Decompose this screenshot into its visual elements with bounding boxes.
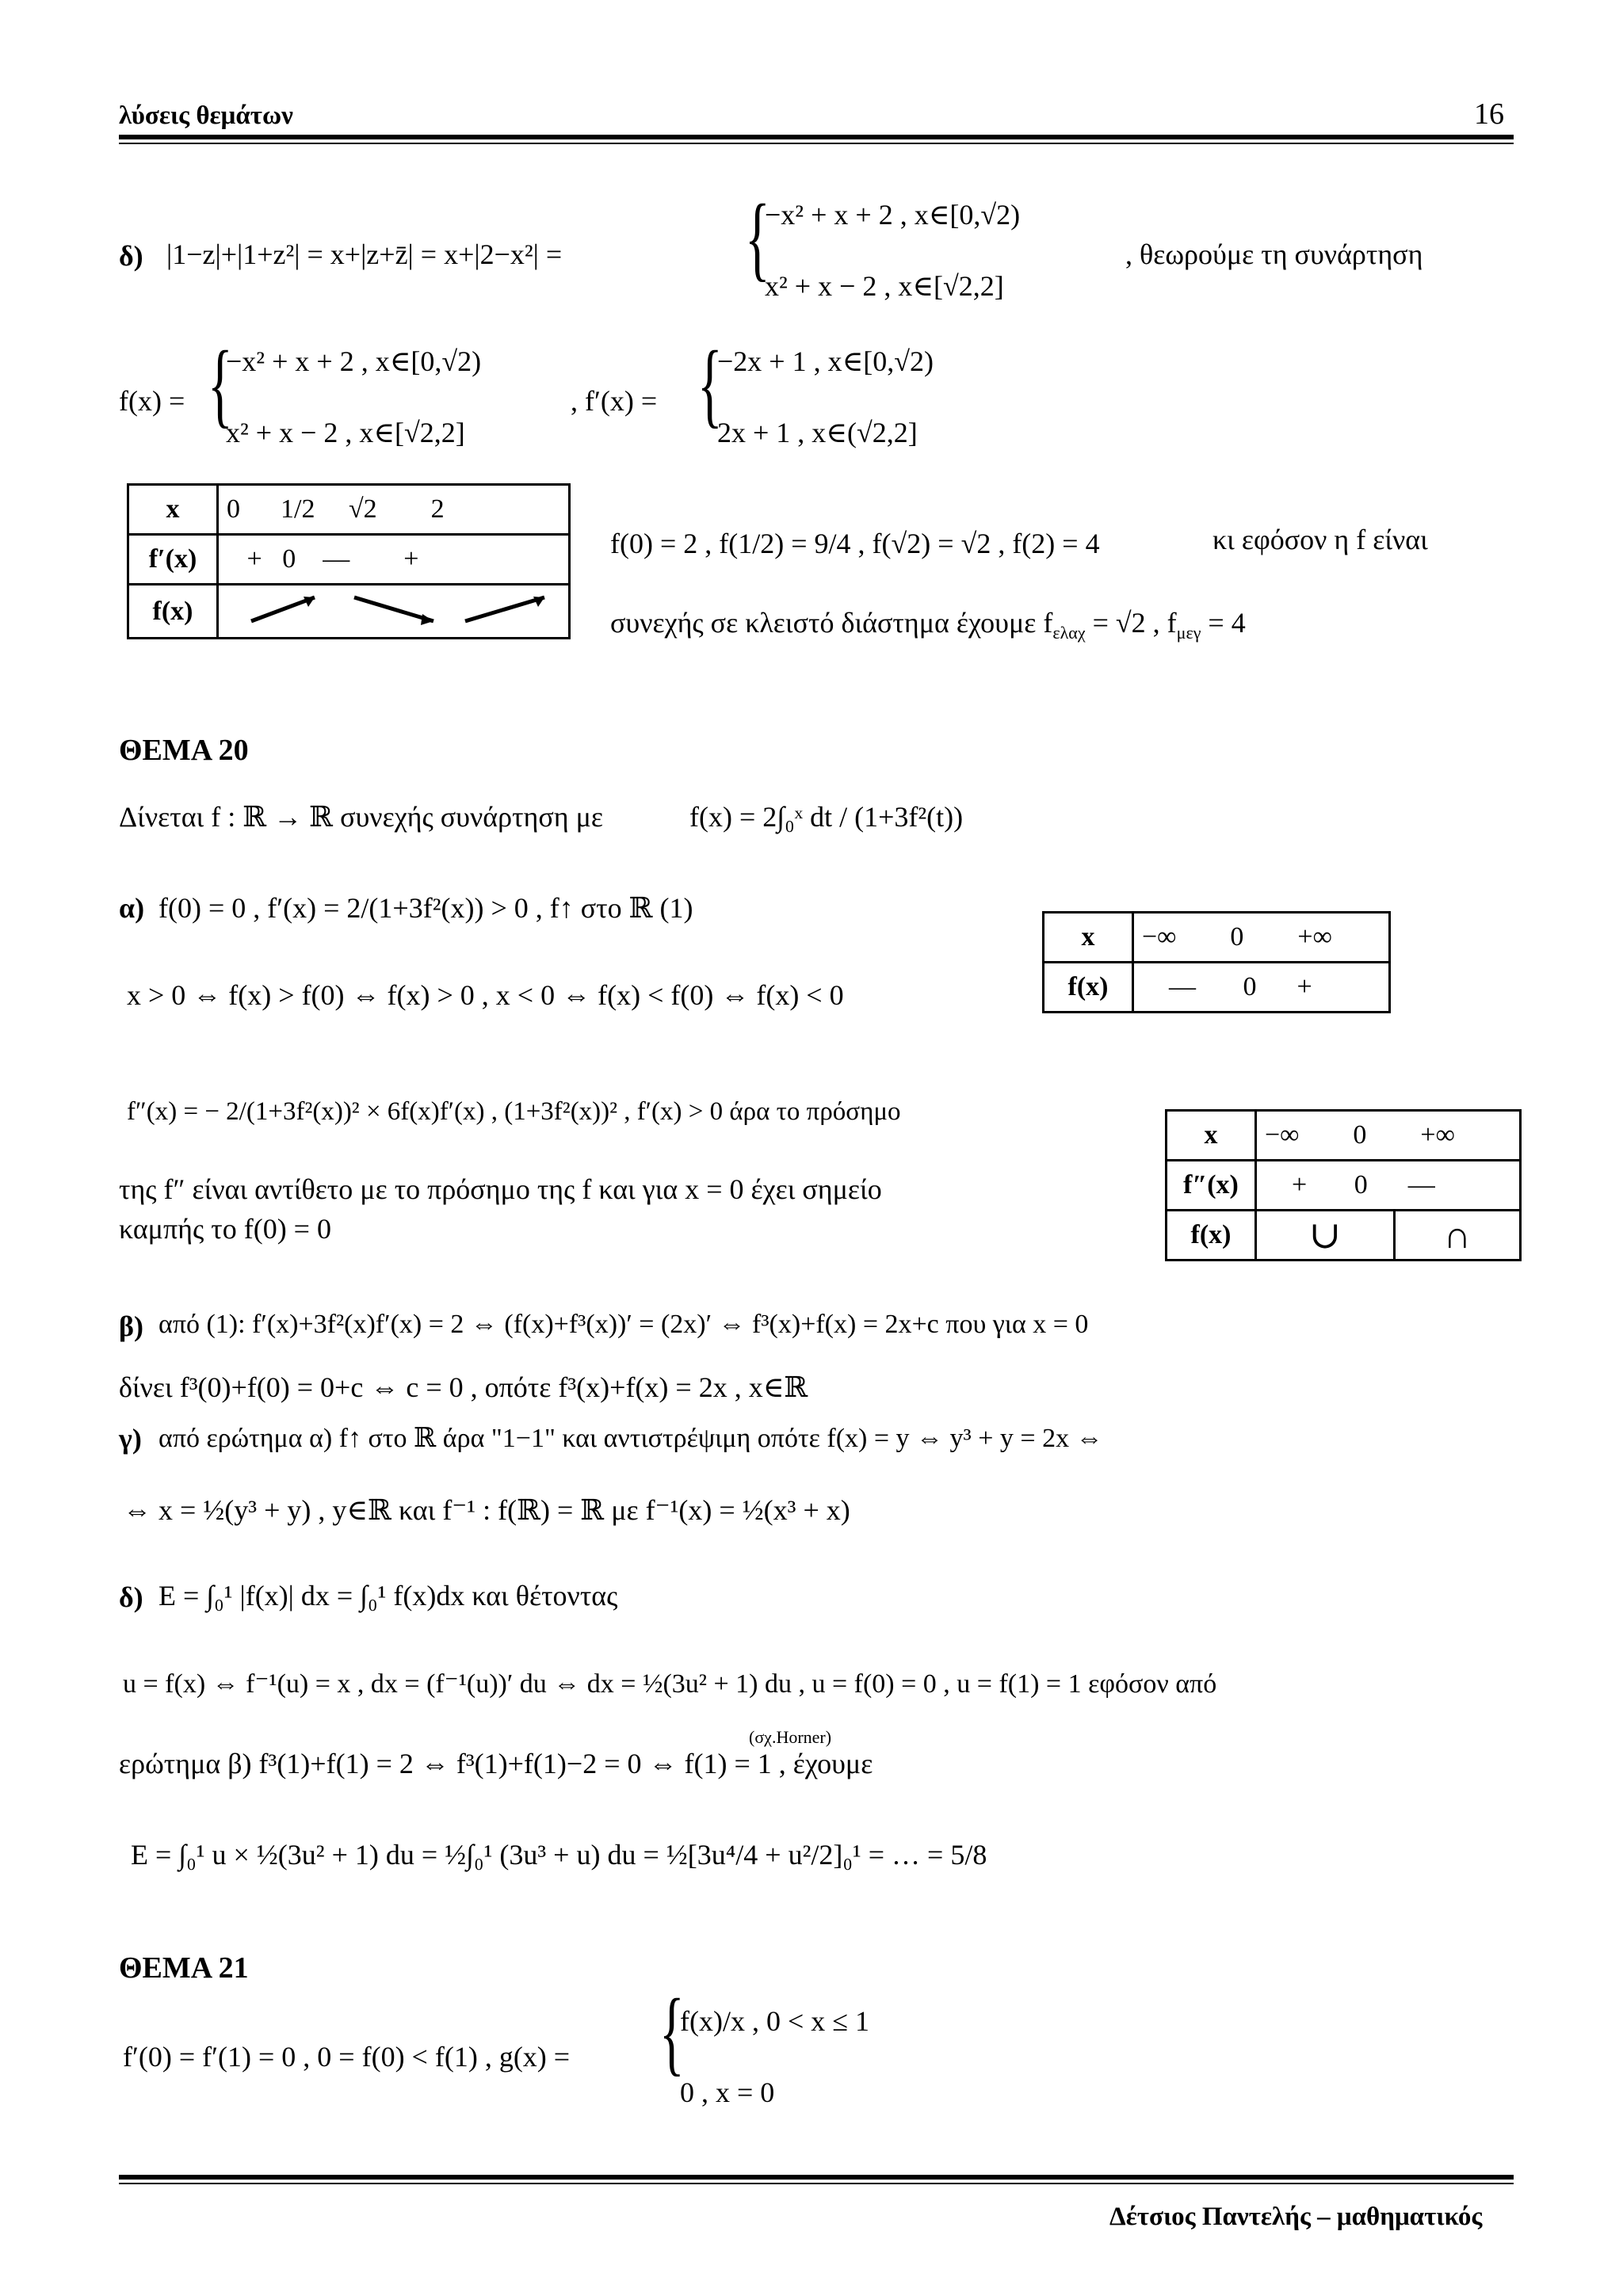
part-label-delta: δ) bbox=[119, 240, 143, 272]
conclusion-text: συνεχής σε κλειστό διάστημα έχουμε f bbox=[610, 607, 1053, 639]
theme-21-case-1: f(x)/x , 0 < x ≤ 1 bbox=[680, 2005, 870, 2037]
table-cell: f′(x) bbox=[128, 535, 218, 585]
table-value: 0 bbox=[1354, 1170, 1368, 1199]
part-d-line-4: E = ∫₀¹ u × ½(3u² + 1) du = ½∫₀¹ (3u³ + u) du = ½[3u⁴/4 + u²/2]₀¹ = … = 5/8 bbox=[131, 1839, 987, 1871]
part-b-line-2: δίνει f³(0)+f(0) = 0+c ⇔ c = 0 , οπότε f³(x)+f(x) = 2x , x∈ℝ bbox=[119, 1371, 808, 1403]
table-sign: — bbox=[1407, 1170, 1435, 1199]
table-cell: x bbox=[1044, 913, 1133, 963]
table-sign: — bbox=[323, 544, 350, 574]
subscript-min: ελαχ bbox=[1052, 623, 1086, 643]
sign-table-f bbox=[1042, 911, 1391, 1013]
inflection-text: καμπής το f(0) = 0 bbox=[119, 1213, 331, 1245]
theme-20-given-formula: f(x) = 2∫₀ˣ dt / (1+3f²(t)) bbox=[689, 801, 964, 833]
part-a-line-2: x > 0 ⇔ f(x) > f(0) ⇔ f(x) > 0 , x < 0 ⇔ f(x) < f(0) ⇔ f(x) < 0 bbox=[127, 979, 844, 1011]
table-value: +∞ bbox=[1297, 922, 1332, 952]
header-rule bbox=[119, 135, 1514, 139]
horner-note: (σχ.Horner) bbox=[749, 1727, 832, 1747]
monotonicity-arrows-icon bbox=[227, 585, 560, 630]
page-number: 16 bbox=[1474, 97, 1504, 131]
values-line: f(0) = 2 , f(1/2) = 9/4 , f(√2) = √2 , f(2) = 4 bbox=[610, 528, 1100, 559]
brace: { bbox=[697, 331, 723, 437]
footer-author: Δέτσιος Παντελής – μαθηματικός bbox=[1109, 2203, 1483, 2231]
theme-20-given: Δίνεται f : ℝ → ℝ συνεχής συνάρτηση με bbox=[119, 801, 604, 833]
delta-equation: |1−z|+|1+z²| = x+|z+z̄| = x+|2−x²| = bbox=[166, 238, 563, 270]
part-b-line: από (1): f′(x)+3f²(x)f′(x) = 2 ⇔ (f(x)+f³(x))′ = (2x)′ ⇔ f³(x)+f(x) = 2x+c που για x = 0 bbox=[158, 1310, 1089, 1339]
table-cell: f″(x) bbox=[1167, 1161, 1256, 1211]
part-d-line-2: u = f(x) ⇔ f⁻¹(u) = x , dx = (f⁻¹(u))′ du ⇔ dx = ½(3u² + 1) du , u = f(0) = 0 , u = f(1) = 1 εφόσον από bbox=[123, 1669, 1217, 1699]
theme-21-line: f′(0) = f′(1) = 0 , 0 = f(0) < f(1) , g(x) = bbox=[123, 2041, 571, 2073]
table-cell bbox=[1256, 1111, 1521, 1161]
table-cell: f(x) bbox=[128, 585, 218, 639]
table-cell bbox=[218, 585, 570, 639]
f-definition-lhs: f(x) = bbox=[119, 385, 185, 417]
table-value: −∞ bbox=[1265, 1120, 1300, 1150]
f-case-1: −x² + x + 2 , x∈[0,√2) bbox=[226, 345, 482, 377]
theme-21-title: ΘΕΜΑ 21 bbox=[119, 1951, 249, 1985]
fprime-case-1: −2x + 1 , x∈[0,√2) bbox=[717, 345, 934, 377]
max-value: = 4 bbox=[1208, 607, 1246, 639]
table-cell bbox=[218, 485, 570, 535]
part-label-b: β) bbox=[119, 1310, 143, 1342]
table-value: 0 bbox=[1230, 922, 1244, 952]
footer-rule bbox=[119, 2175, 1514, 2180]
part-label-d: δ) bbox=[119, 1581, 143, 1613]
sign-text: της f″ είναι αντίθετο με το πρόσημο της f και για x = 0 έχει σημείο bbox=[119, 1173, 882, 1205]
part-label-a: α) bbox=[119, 892, 145, 924]
part-g-line-2: ⇔ x = ½(y³ + y) , y∈ℝ και f⁻¹ : f(ℝ) = ℝ με f⁻¹(x) = ½(x³ + x) bbox=[123, 1494, 850, 1526]
header-left: λύσεις θεμάτων bbox=[119, 101, 293, 130]
values-tail: κι εφόσον η f είναι bbox=[1212, 524, 1428, 555]
table-value: 0 bbox=[282, 544, 296, 574]
theme-21-case-2: 0 , x = 0 bbox=[680, 2077, 775, 2108]
f-case-2: x² + x − 2 , x∈[√2,2] bbox=[226, 417, 465, 448]
table-sign: + bbox=[403, 544, 419, 574]
table-value: 2 bbox=[430, 494, 445, 524]
table-value: −∞ bbox=[1142, 922, 1177, 952]
convex-icon: ∪ bbox=[1256, 1211, 1395, 1261]
table-cell: f(x) bbox=[1044, 963, 1133, 1013]
table-value: 1/2 bbox=[281, 494, 315, 524]
part-a-line: f(0) = 0 , f′(x) = 2/(1+3f²(x)) > 0 , f↑ στο ℝ (1) bbox=[158, 892, 693, 924]
subscript-max: μεγ bbox=[1176, 623, 1201, 643]
table-sign: + bbox=[1296, 972, 1312, 1001]
table-cell bbox=[218, 535, 570, 585]
part-g-line: από ερώτημα α) f↑ στο ℝ άρα "1−1" και αντιστρέψιμη οπότε f(x) = y ⇔ y³ + y = 2x ⇔ bbox=[158, 1424, 1103, 1453]
table-cell bbox=[1133, 913, 1390, 963]
brace: { bbox=[208, 331, 233, 437]
table-cell bbox=[1133, 963, 1390, 1013]
fprime-case-2: 2x + 1 , x∈(√2,2] bbox=[717, 417, 918, 448]
brace: { bbox=[659, 1979, 685, 2084]
concavity-table bbox=[1165, 1109, 1522, 1261]
table-value: +∞ bbox=[1420, 1120, 1455, 1150]
table-cell: x bbox=[1167, 1111, 1256, 1161]
delta-case-1: −x² + x + 2 , x∈[0,√2) bbox=[765, 199, 1021, 231]
footer-rule-thin bbox=[119, 2183, 1514, 2184]
table-value: 0 bbox=[227, 494, 240, 524]
table-cell: f(x) bbox=[1167, 1211, 1256, 1261]
theme-20-title: ΘΕΜΑ 20 bbox=[119, 734, 249, 767]
table-cell bbox=[1256, 1161, 1521, 1211]
part-d-line-3: ερώτημα β) f³(1)+f(1) = 2 ⇔ f³(1)+f(1)−2 = 0 ⇔ f(1) = 1 , έχουμε bbox=[119, 1748, 873, 1779]
table-value: √2 bbox=[348, 494, 377, 524]
table-sign: — bbox=[1169, 972, 1196, 1001]
second-derivative: f″(x) = − 2/(1+3f²(x))² × 6f(x)f′(x) , (1+3f²(x))² , f′(x) > 0 άρα το πρόσημο bbox=[127, 1097, 901, 1126]
table-sign: + bbox=[1292, 1170, 1308, 1199]
part-label-g: γ) bbox=[119, 1423, 142, 1455]
min-value: = √2 , f bbox=[1092, 607, 1177, 639]
delta-case-2: x² + x − 2 , x∈[√2,2] bbox=[765, 270, 1004, 302]
concave-icon: ∩ bbox=[1394, 1211, 1520, 1261]
brace: { bbox=[745, 185, 770, 290]
header-rule-thin bbox=[119, 143, 1514, 144]
delta-tail: , θεωρούμε τη συνάρτηση bbox=[1125, 238, 1423, 270]
table-value: 0 bbox=[1353, 1120, 1367, 1150]
table-sign: + bbox=[246, 544, 262, 574]
conclusion bbox=[610, 606, 1246, 643]
fprime-lhs: , f′(x) = bbox=[571, 385, 658, 417]
variation-table-f bbox=[127, 483, 571, 639]
table-value: 0 bbox=[1243, 972, 1257, 1001]
part-d-line: E = ∫₀¹ |f(x)| dx = ∫₀¹ f(x)dx και θέτοντας bbox=[158, 1580, 618, 1611]
table-cell: x bbox=[128, 485, 218, 535]
